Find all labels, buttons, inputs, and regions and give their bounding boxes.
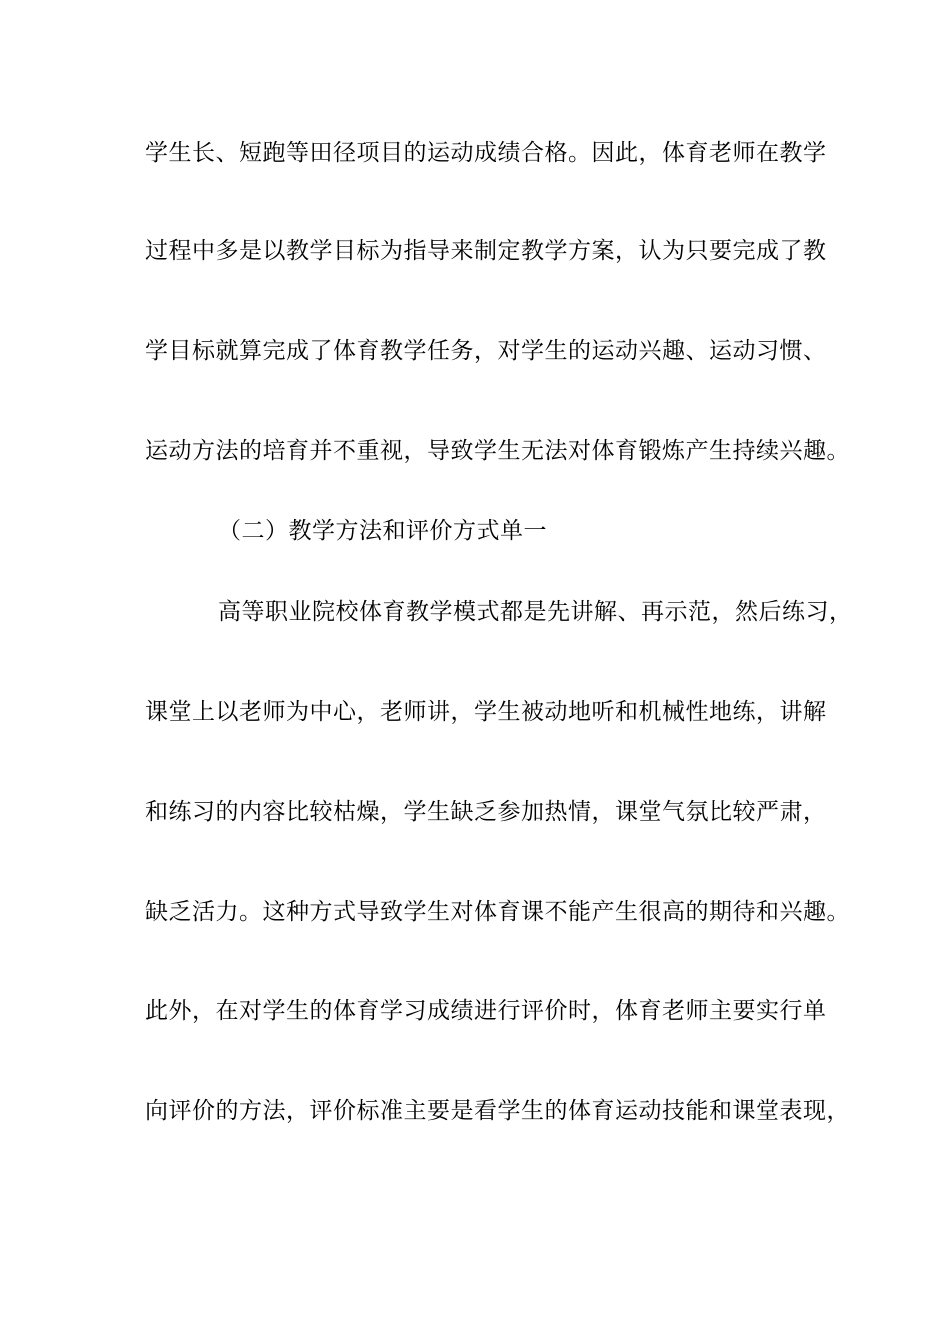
paragraph-line: 过程中多是以教学目标为指导来制定教学方案，认为只要完成了教 — [145, 238, 827, 264]
paragraph-line: 运动方法的培育并不重视，导致学生无法对体育锻炼产生持续兴趣。 — [145, 438, 850, 464]
section-heading: （二）教学方法和评价方式单一 — [218, 518, 547, 544]
paragraph-line: 缺乏活力。这种方式导致学生对体育课不能产生很高的期待和兴趣。 — [145, 899, 850, 925]
paragraph-line: 高等职业院校体育教学模式都是先讲解、再示范，然后练习， — [218, 599, 853, 625]
paragraph-line: 和练习的内容比较枯燥，学生缺乏参加热情，课堂气氛比较严肃， — [145, 799, 827, 825]
paragraph-line: 此外，在对学生的体育学习成绩进行评价时，体育老师主要实行单 — [145, 998, 827, 1024]
paragraph-line: 向评价的方法，评价标准主要是看学生的体育运动技能和课堂表现， — [145, 1098, 850, 1124]
paragraph-line: 课堂上以老师为中心，老师讲，学生被动地听和机械性地练，讲解 — [145, 699, 827, 725]
paragraph-line: 学目标就算完成了体育教学任务，对学生的运动兴趣、运动习惯、 — [145, 338, 827, 364]
paragraph-line: 学生长、短跑等田径项目的运动成绩合格。因此，体育老师在教学 — [145, 140, 827, 166]
